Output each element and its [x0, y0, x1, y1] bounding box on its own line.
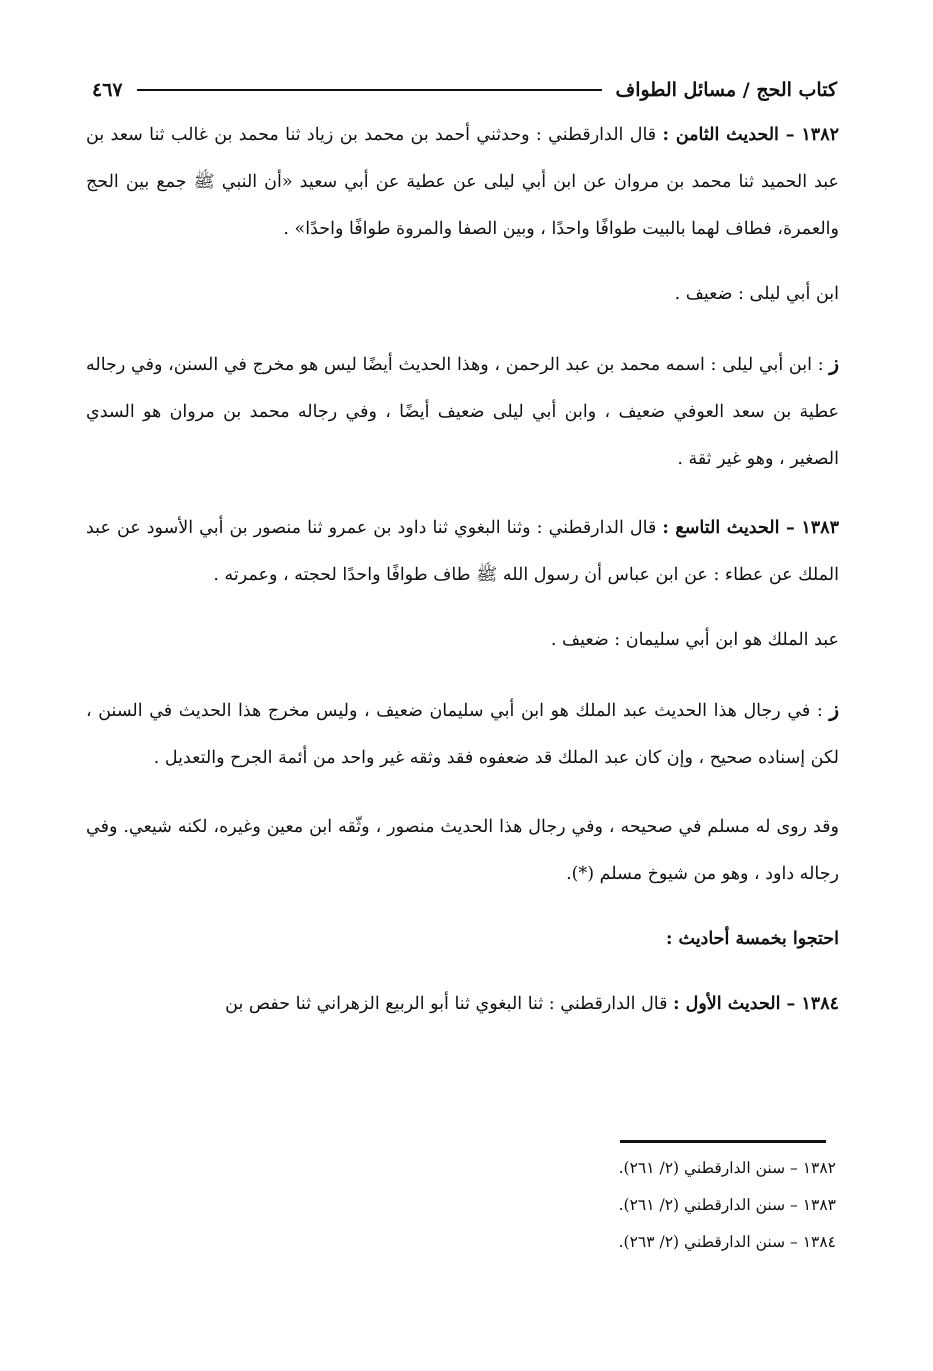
commentary-marker: ز — [829, 697, 839, 721]
running-title: كتاب الحج / مسائل الطواف — [615, 79, 837, 101]
hadith-text: قال الدارقطني : وحدثني أحمد بن محمد بن زياد ثنا محمد بن غالب ثنا سعد بن عبد الحميد ثنا محمد بن مروان عن ابن أبي ليلى عن عطية عن أبي سعيد «أن النبي ﷺ جمع بين الحج والعمرة، فطاف لهما بالبيت طوافًا واحدًا ، وبين الصفا والمروة طوافًا واحدًا» . — [86, 125, 839, 239]
commentary-text: : في رجال هذا الحديث عبد الملك هو ابن أبي سليمان ضعيف ، وليس مخرج هذا الحديث في السنن ، لكن إسناده صحيح ، وإن كان عبد الملك قد ضعفوه فقد وثقه غير واحد من أئمة الجرح والتعديل . — [86, 701, 839, 768]
hadith-1382 — [86, 112, 839, 253]
subheading: احتجوا بخمسة أحاديث : — [665, 929, 839, 949]
hadith-label: ١٣٨٤ – الحديث الأول : — [673, 994, 839, 1014]
commentary-text: : ابن أبي ليلى : اسمه محمد بن عبد الرحمن ، وهذا الحديث أيضًا ليس هو مخرج في السنن، وفي رجاله عطية بن سعد العوفي ضعيف ، وابن أبي ليلى ضعيف أيضًا ، وفي رجاله محمد بن مروان هو السدي الصغير ، وهو غير ثقة . — [86, 355, 839, 469]
hadith-text: قال الدارقطني : ثنا البغوي ثنا أبو الربيع الزهراني ثنا حفص بن — [225, 994, 668, 1014]
commentary-z1 — [86, 340, 839, 483]
page-number: ٤٦٧ — [92, 79, 123, 101]
header-rule — [137, 89, 602, 91]
hadith-1383 — [86, 505, 839, 599]
hadith-text: قال الدارقطني : وثنا البغوي ثنا داود بن عمرو ثنا منصور بن أبي الأسود عن عبد الملك عن عطاء : عن ابن عباس أن رسول الله ﷺ طاف طوافًا واحدًا لحجته ، وعمرته . — [86, 518, 839, 585]
commentary-z2 — [86, 686, 839, 782]
main-text — [86, 112, 839, 1028]
hadith-label: ١٣٨٢ – الحديث الثامن : — [662, 125, 839, 145]
grading-note: عبد الملك هو ابن أبي سليمان : ضعيف . — [550, 630, 839, 650]
footnotes — [400, 1150, 836, 1261]
footnote-rule — [620, 1140, 826, 1143]
additional-paragraph: وقد روى له مسلم في صحيحه ، وفي رجال هذا الحديث منصور ، وثّقه ابن معين وغيره، لكنه شيعي. وفي رجاله داود ، وهو من شيوخ مسلم (*). — [86, 817, 839, 884]
footnote: ١٣٨٣ – سنن الدارقطني (٢/ ٢٦١). — [618, 1196, 836, 1214]
hadith-1384 — [86, 981, 839, 1028]
commentary-marker: ز — [829, 351, 839, 375]
hadith-label: ١٣٨٣ – الحديث التاسع : — [662, 518, 839, 538]
footnote: ١٣٨٢ – سنن الدارقطني (٢/ ٢٦١). — [618, 1159, 836, 1177]
page-header — [92, 72, 837, 108]
grading-note: ابن أبي ليلى : ضعيف . — [674, 284, 839, 304]
footnote: ١٣٨٤ – سنن الدارقطني (٢/ ٢٦٣). — [618, 1233, 836, 1251]
